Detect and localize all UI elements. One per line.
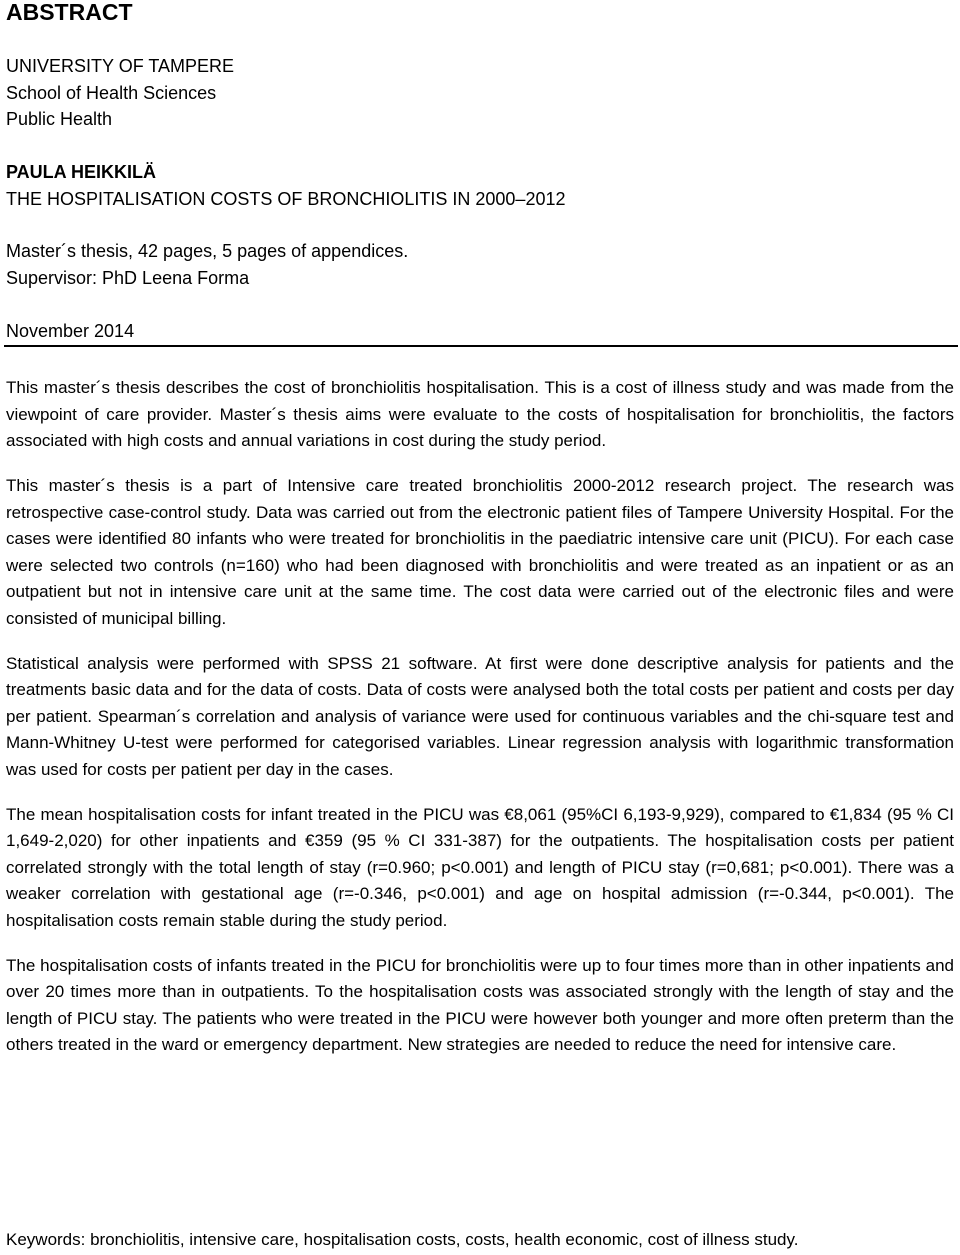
abstract-paragraph: Statistical analysis were performed with SPSS 21 software. At first were done descriptive analysis for patients and the treatments basic data and for the data of costs. Data of costs were analysed both the total costs per patient and costs per day per patient. Spearman´s correlation and analysis of variance were used for continuous variables and the chi-square test and Mann-Whitney U-test were performed for categorised variables. Linear regression analysis with logarithmic transformation was used for costs per patient per day in the cases. <box>6 653 954 779</box>
thesis-info-block <box>6 238 408 291</box>
university-name: UNIVERSITY OF TAMPERE <box>6 56 235 76</box>
institution-block <box>6 53 234 133</box>
divider-line <box>4 345 958 347</box>
date-block <box>6 318 134 345</box>
author-name: PAULA HEIKKILÄ <box>6 162 156 182</box>
abstract-body <box>6 375 954 1077</box>
abstract-paragraph: The mean hospitalisation costs for infant treated in the PICU was €8,061 (95%CI 6,193-9,929), compared to €1,834 (95 % CI 1,649-2,020) for other inpatients and €359 (95 % CI 331-387) for the outpatients. The hospitalisation costs per patient correlated strongly with the total length of stay (r=0.960; p<0.001) and length of PICU stay (r=0,681; p<0.001). There was a weaker correlation with gestational age (r=-0.346, p<0.001) and age on hospital admission (r=-0.344, p<0.001). The hospitalisation costs remain stable during the study period. <box>6 804 954 930</box>
thesis-date: November 2014 <box>6 321 135 341</box>
supervisor: Supervisor: PhD Leena Forma <box>6 267 250 288</box>
abstract-paragraph: This master´s thesis is a part of Intensive care treated bronchiolitis 2000-2012 research project. The research was retrospective case-control study. Data was carried out from the electronic patient files of Tampere University Hospital. For the cases were identified 80 infants who were treated for bronchiolitis in the paediatric intensive care unit (PICU). For each case were selected two controls (n=160) who had been diagnosed with bronchiolitis and were treated as an inpatient or as an outpatient but not in intensive care unit at the same time. The cost data were carried out of the electronic files and were consisted of municipal billing. <box>6 476 954 628</box>
thesis-title: THE HOSPITALISATION COSTS OF BRONCHIOLITIS IN 2000–2012 <box>6 188 566 209</box>
department-name: Public Health <box>6 109 113 129</box>
abstract-paragraph: This master´s thesis describes the cost of bronchiolitis hospitalisation. This is a cost of illness study and was made from the viewpoint of care provider. Master´s thesis aims were evaluate to the costs of hospitalisation for bronchiolitis, the factors associated with high costs and annual variations in cost during the study period. <box>6 378 954 450</box>
abstract-paragraph: The hospitalisation costs of infants treated in the PICU for bronchiolitis were up to four times more than in other inpatients and over 20 times more than in outpatients. To the hospitalisation costs was associated strongly with the length of stay and the length of PICU stay. The patients who were treated in the PICU were however both younger and more often preterm than the others treated in the ward or emergency department. New strategies are needed to reduce the need for intensive care. <box>6 955 954 1054</box>
author-title-block <box>6 159 566 212</box>
thesis-info: Master´s thesis, 42 pages, 5 pages of appendices. <box>6 241 409 261</box>
abstract-heading: ABSTRACT <box>6 0 133 25</box>
school-name: School of Health Sciences <box>6 82 217 103</box>
keywords-line: Keywords: bronchiolitis, intensive care, hospitalisation costs, costs, health economic, cost of illness study. <box>6 1230 799 1249</box>
